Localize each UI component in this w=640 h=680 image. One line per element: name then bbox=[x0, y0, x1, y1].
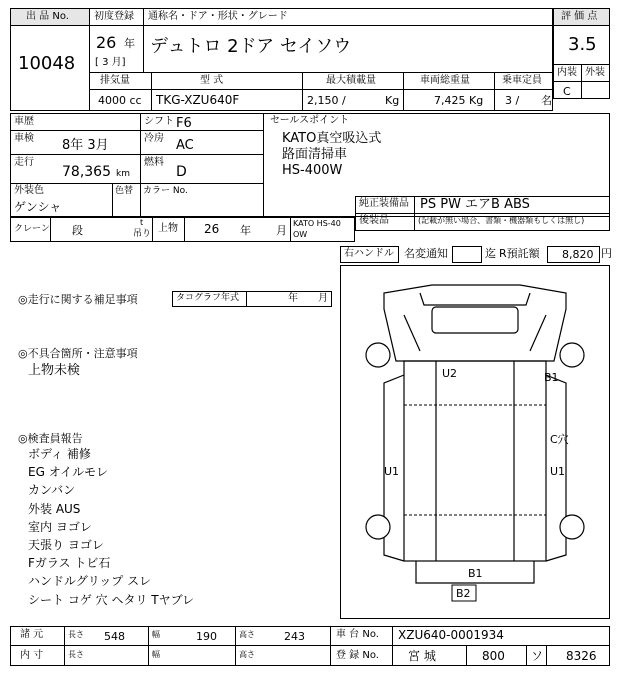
footer-block bbox=[10, 626, 610, 666]
recycle-label: R預託額 bbox=[499, 247, 540, 260]
color-no-label: 色替 bbox=[115, 186, 134, 196]
upper-year-unit: 年 bbox=[240, 224, 251, 237]
type-label: 型 式 bbox=[200, 75, 224, 86]
cargo-body bbox=[404, 361, 546, 561]
displacement-value: 4000 cc bbox=[98, 94, 142, 107]
mark-u1-right: U1 bbox=[550, 465, 566, 478]
gross-weight-value: 7,425 Kg bbox=[434, 94, 484, 107]
height-value: 243 bbox=[284, 630, 305, 643]
reg-area: 宮 城 bbox=[408, 649, 436, 663]
color-label: 外装色 bbox=[14, 185, 44, 196]
mark-b2: B2 bbox=[456, 587, 471, 600]
recycle-unit: 円 bbox=[601, 247, 612, 260]
chassis-no: XZU640-0001934 bbox=[398, 628, 504, 642]
sales-points-label: セールスポイント bbox=[270, 115, 350, 126]
first-reg-month: [ 3 月] bbox=[95, 57, 126, 68]
reg-kana: ソ bbox=[531, 649, 544, 663]
right-hand-label: 右ハンドル bbox=[344, 248, 394, 259]
reg-number: 8326 bbox=[566, 649, 597, 663]
displacement-label: 排気量 bbox=[100, 75, 130, 86]
color-value: ゲンシャ bbox=[14, 200, 62, 214]
dims-label: 諸 元 bbox=[20, 629, 44, 640]
exterior-label: 外装 bbox=[585, 67, 605, 78]
interior-grade: C bbox=[563, 85, 571, 98]
length-label: 長さ bbox=[68, 630, 84, 639]
length-value: 548 bbox=[104, 630, 125, 643]
recycle-amount: 8,820 bbox=[562, 248, 594, 261]
score-value: 3.5 bbox=[568, 34, 597, 55]
truck-diagram bbox=[340, 265, 610, 619]
defects-title: ◎不具合箇所・注意事項 bbox=[18, 347, 138, 360]
mileage-unit: km bbox=[116, 169, 130, 179]
fuel-label: 燃料 bbox=[144, 157, 164, 168]
mark-b1-right: B1 bbox=[544, 371, 559, 384]
wheel-front-right bbox=[560, 343, 584, 367]
wheel-rear-left bbox=[366, 515, 390, 539]
first-reg-year-unit: 年 bbox=[124, 37, 135, 50]
mark-u2: U2 bbox=[442, 367, 458, 380]
dims-inner-label: 内 寸 bbox=[20, 650, 44, 661]
inner-height-label: 高さ bbox=[239, 650, 255, 659]
history-label: 車歴 bbox=[14, 116, 34, 127]
model-label: 通称名・ドア・形状・グレード bbox=[148, 11, 288, 22]
first-reg-year: 26 bbox=[96, 33, 117, 52]
wheel-front-left bbox=[366, 343, 390, 367]
shift-label: シフト bbox=[144, 116, 174, 127]
inner-length-label: 長さ bbox=[68, 650, 84, 659]
tacho-label: タコグラフ年式 bbox=[176, 293, 240, 303]
fuel-value: D bbox=[176, 164, 187, 180]
inspection-label: 車検 bbox=[14, 133, 34, 144]
capacity-unit: 名 bbox=[541, 94, 552, 107]
sales-point-2: 路面清掃車 bbox=[282, 147, 348, 162]
deadline-label: 迄 bbox=[485, 247, 496, 260]
reg-label: 登 録 No. bbox=[336, 650, 379, 661]
sales-point-3: HS-400W bbox=[282, 163, 343, 178]
score-label: 評 価 点 bbox=[561, 11, 598, 22]
upper-label: 上物 bbox=[158, 223, 178, 234]
equipment-value: PS PW エアB ABS bbox=[420, 197, 530, 212]
aftermarket-note: (記載が無い場合、書類・機器類もしくは無し) bbox=[418, 216, 585, 225]
width-label: 幅 bbox=[152, 630, 160, 639]
lot-label: 出 品 No. bbox=[26, 11, 69, 22]
crane-capacity-unit-bottom: 吊り bbox=[133, 229, 152, 239]
width-value: 190 bbox=[196, 630, 217, 643]
inspector-item-3: カンバン bbox=[28, 483, 76, 497]
crane-capacity-unit-top: t bbox=[140, 218, 144, 227]
type-value: TKG-XZU640F bbox=[156, 93, 240, 107]
inspection-value: 8年 3月 bbox=[62, 138, 109, 153]
model-name: デュトロ 2ドア セイソウ bbox=[150, 36, 352, 57]
upper-model-2: OW bbox=[293, 230, 308, 239]
cab-outline bbox=[384, 285, 566, 361]
mark-b1-rear: B1 bbox=[468, 567, 483, 580]
crane-stage-unit: 段 bbox=[72, 224, 83, 237]
max-load-label: 最大積載量 bbox=[326, 75, 376, 86]
sales-point-1: KATO真空吸込式 bbox=[282, 131, 382, 146]
max-load-unit: Kg bbox=[385, 94, 400, 107]
inspector-item-9: シート コゲ 穴 ヘタリ Tヤブレ bbox=[28, 593, 195, 607]
first-reg-label: 初度登録 bbox=[94, 11, 134, 22]
mileage-value: 78,365 bbox=[62, 164, 111, 180]
inspector-item-8: ハンドルグリップ スレ bbox=[28, 574, 152, 588]
reg-class: 800 bbox=[482, 649, 505, 663]
upper-model: KATO HS-40 bbox=[293, 219, 341, 228]
capacity-value: 3 / bbox=[505, 94, 520, 107]
crane-label: クレーン bbox=[14, 224, 50, 234]
tacho-year-unit: 年 bbox=[288, 293, 298, 304]
inspector-item-5: 室内 ヨゴレ bbox=[28, 520, 92, 534]
color-code-label: カラー No. bbox=[143, 186, 188, 196]
ac-label: 冷房 bbox=[144, 133, 164, 144]
inspector-item-1: ボディ 補修 bbox=[28, 447, 91, 461]
mileage-label: 走行 bbox=[14, 157, 34, 168]
upper-year: 26 bbox=[204, 222, 220, 236]
capacity-label: 乗車定員 bbox=[502, 75, 542, 86]
inspector-item-6: 天張り ヨゴレ bbox=[28, 538, 104, 552]
inspector-item-4: 外装 AUS bbox=[28, 502, 81, 516]
gross-weight-label: 車両総重量 bbox=[420, 75, 470, 86]
inner-width-label: 幅 bbox=[152, 650, 160, 659]
max-load-value: 2,150 / bbox=[307, 94, 346, 107]
inspector-item-2: EG オイルモレ bbox=[28, 465, 109, 479]
driving-title: ◎走行に関する補足事項 bbox=[18, 293, 138, 306]
tacho-month-unit: 月 bbox=[318, 293, 328, 304]
aftermarket-label: 後装品 bbox=[359, 215, 389, 226]
upper-month-unit: 月 bbox=[276, 224, 287, 237]
mark-u1-left: U1 bbox=[384, 465, 400, 478]
name-change-box bbox=[452, 246, 482, 263]
defect-item: 上物未検 bbox=[28, 363, 81, 378]
shift-value: F6 bbox=[176, 116, 192, 131]
height-label: 高さ bbox=[239, 630, 255, 639]
mark-c-hole: C穴 bbox=[550, 433, 569, 446]
ac-value: AC bbox=[176, 138, 194, 153]
interior-label: 内装 bbox=[557, 67, 577, 78]
windshield bbox=[432, 307, 518, 333]
chassis-label: 車 台 No. bbox=[336, 629, 379, 640]
lot-number: 10048 bbox=[18, 53, 76, 74]
equipment-label: 純正装備品 bbox=[359, 198, 409, 209]
wheel-rear-right bbox=[560, 515, 584, 539]
inspector-title: ◎検査員報告 bbox=[18, 432, 83, 445]
inspector-item-7: Fガラス トビ石 bbox=[28, 556, 111, 570]
cab-inner bbox=[420, 293, 530, 305]
name-change-label: 名変通知 bbox=[404, 247, 448, 260]
